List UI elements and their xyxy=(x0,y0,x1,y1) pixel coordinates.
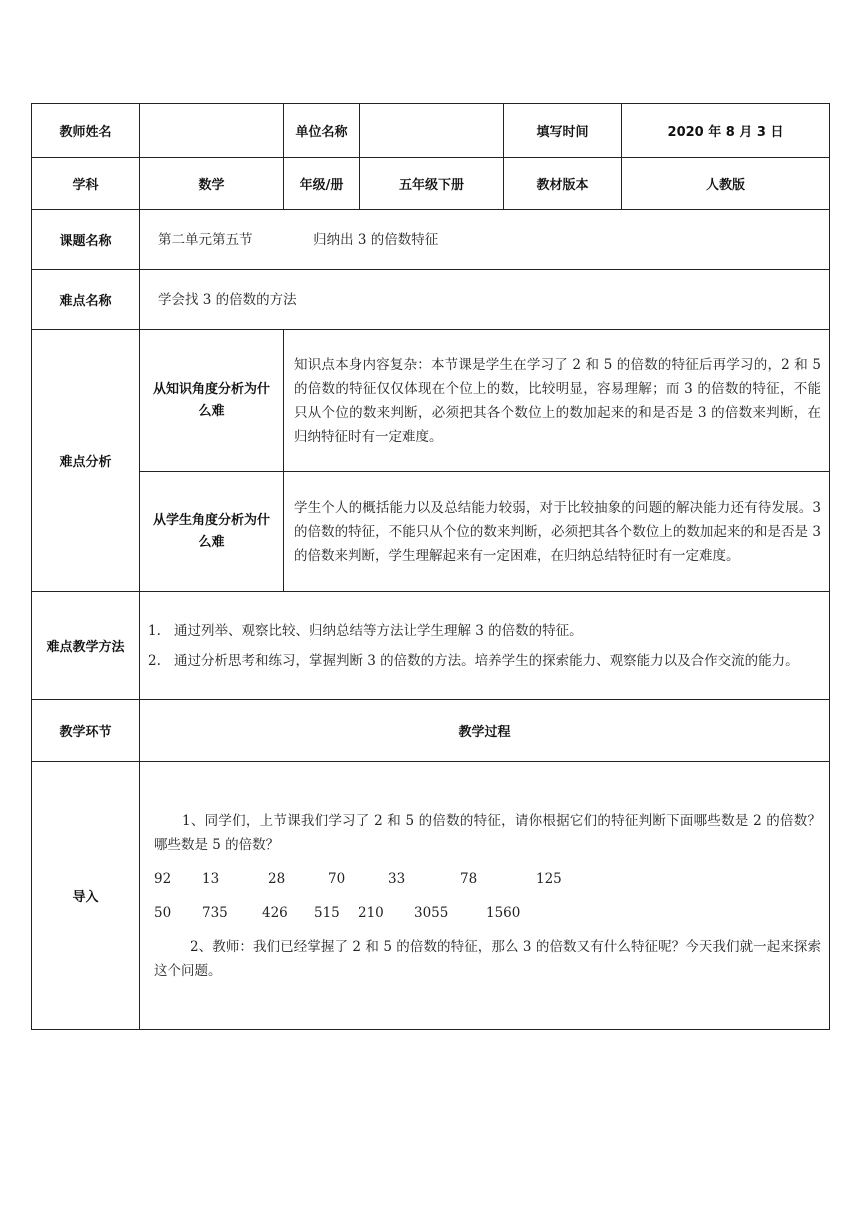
number-item: 33 xyxy=(388,870,406,887)
method-item-text: 通过分析思考和练习，掌握判断 3 的倍数的方法。培养学生的探索能力、观察能力以及合作交流的能力。 xyxy=(174,652,799,669)
method-item-number: 1. xyxy=(148,622,161,639)
grade-label: 年级/册 xyxy=(284,158,360,210)
unit-name-value xyxy=(360,104,504,158)
intro-paragraph-2: 2、教师：我们已经掌握了 2 和 5 的倍数的特征，那么 3 的倍数又有什么特征呢？今天我们就一起来探索这个问题。 xyxy=(154,938,821,979)
stage-label: 教学环节 xyxy=(32,700,140,762)
number-row-1 xyxy=(154,867,821,891)
intro-paragraph-1: 1、同学们，上节课我们学习了 2 和 5 的倍数的特征，请你根据它们的特征判断下面哪些数是 2 的倍数？哪些数是 5 的倍数？ xyxy=(154,812,821,853)
topic-label: 课题名称 xyxy=(32,210,140,270)
number-item: 92 xyxy=(154,870,172,887)
analysis-row-knowledge xyxy=(32,330,830,472)
method-list xyxy=(140,592,830,700)
student-angle-text: 学生个人的概括能力以及总结能力较弱，对于比较抽象的问题的解决能力还有待发展。3 的倍数的特征，不能只从个位的数来判断，必须把其各个数位上的数加起来的和是否是 3 的倍数来判断，学生理解起来有一定困难，在归纳总结特征时有一定难度。 xyxy=(284,472,830,592)
fill-date-label: 填写时间 xyxy=(504,104,622,158)
topic-title: 归纳出 3 的倍数特征 xyxy=(313,231,439,248)
number-item: 515 xyxy=(314,904,340,921)
number-item: 125 xyxy=(536,870,562,887)
subject-value: 数学 xyxy=(140,158,284,210)
number-item: 28 xyxy=(268,870,286,887)
teacher-name-value xyxy=(140,104,284,158)
intro-content xyxy=(140,762,830,1030)
method-item-text: 通过列举、观察比较、归纳总结等方法让学生理解 3 的倍数的特征。 xyxy=(174,622,583,639)
number-item: 1560 xyxy=(486,904,521,921)
topic-value xyxy=(140,210,830,270)
unit-name-label: 单位名称 xyxy=(284,104,360,158)
process-label: 教学过程 xyxy=(140,700,830,762)
topic-section: 第二单元第五节 xyxy=(158,231,253,248)
number-item: 3055 xyxy=(414,904,449,921)
topic-row xyxy=(32,210,830,270)
number-item: 50 xyxy=(154,904,172,921)
knowledge-angle-text: 知识点本身内容复杂：本节课是学生在学习了 2 和 5 的倍数的特征后再学习的，2 和 5 的倍数的特征仅仅体现在个位上的数，比较明显，容易理解；而 3 的倍数的特征，不能只从个位的数来判断，必须把其各个数位上的数加起来的和是否是 3 的倍数来判断，在归纳特征时有一定难度。 xyxy=(284,330,830,472)
student-angle-label: 从学生角度分析为什么难 xyxy=(140,472,284,592)
difficulty-value: 学会找 3 的倍数的方法 xyxy=(140,270,830,330)
method-item-number: 2. xyxy=(148,652,161,669)
method-item xyxy=(148,649,821,673)
difficulty-row xyxy=(32,270,830,330)
number-item: 13 xyxy=(202,870,220,887)
knowledge-angle-label: 从知识角度分析为什么难 xyxy=(140,330,284,472)
analysis-label: 难点分析 xyxy=(32,330,140,592)
lesson-plan-table xyxy=(31,103,830,1030)
difficulty-label: 难点名称 xyxy=(32,270,140,330)
number-item: 70 xyxy=(328,870,346,887)
number-row-2 xyxy=(154,901,821,925)
number-item: 426 xyxy=(262,904,288,921)
subject-label: 学科 xyxy=(32,158,140,210)
method-label: 难点教学方法 xyxy=(32,592,140,700)
edition-label: 教材版本 xyxy=(504,158,622,210)
intro-row xyxy=(32,762,830,1030)
number-item: 210 xyxy=(358,904,384,921)
process-header-row xyxy=(32,700,830,762)
edition-value: 人教版 xyxy=(622,158,830,210)
method-item xyxy=(148,619,821,643)
intro-label: 导入 xyxy=(32,762,140,1030)
teacher-name-label: 教师姓名 xyxy=(32,104,140,158)
number-item: 735 xyxy=(202,904,228,921)
subject-row xyxy=(32,158,830,210)
number-item: 78 xyxy=(460,870,478,887)
analysis-row-student xyxy=(32,472,830,592)
method-row xyxy=(32,592,830,700)
lesson-plan-document xyxy=(31,103,829,1031)
grade-value: 五年级下册 xyxy=(360,158,504,210)
fill-date-value: 2020 年 8 月 3 日 xyxy=(622,104,830,158)
header-row xyxy=(32,104,830,158)
